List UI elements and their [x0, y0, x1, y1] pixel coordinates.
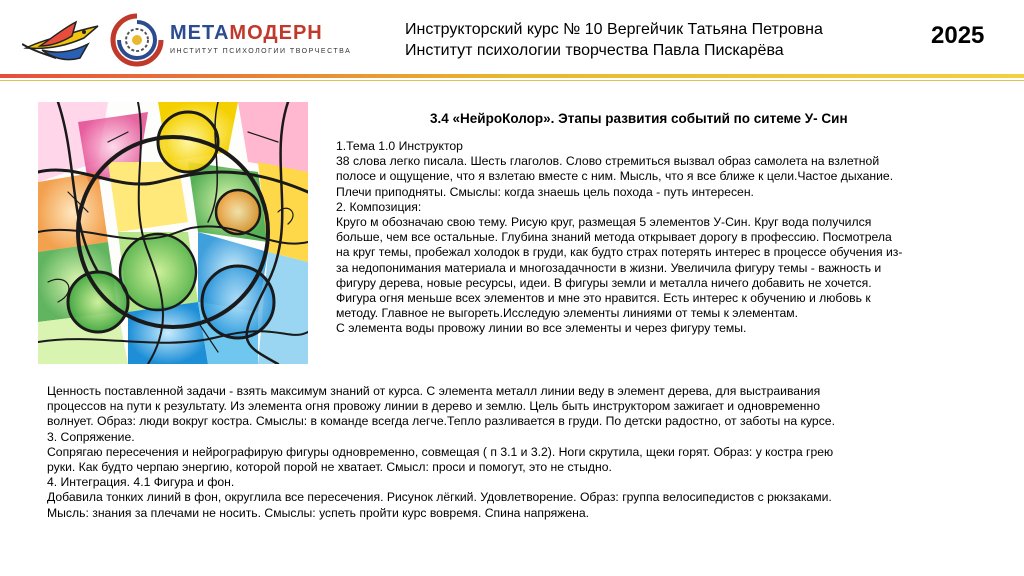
text-line: 1.Тема 1.0 Инструктор	[336, 139, 463, 153]
course-line: Инструкторский курс № 10 Вергейчик Татьяна Петровна	[405, 21, 823, 38]
metamodern-emblem-icon	[108, 10, 166, 70]
text-line: Фигура огня меньше всех элементов и мне это нравится. Есть интерес к обучению и любовь к	[336, 291, 871, 306]
text-line: Добавила тонких линий в фон, округлила все пересечения. Рисунок лёгкий. Удовлетворение. Образ: группа велосипедистов с рюкзаками.	[47, 490, 832, 505]
lower-text-block	[47, 384, 1007, 521]
text-line: 38 слова легко писала. Шесть глаголов. Слово стремиться вызвал образ самолета на взлетной	[336, 154, 880, 169]
text-line: на круг темы, пробежал холодок в груди, как будто страх потерять интерес в процессе обучения из-	[336, 245, 903, 260]
text-line: полосе и ощущение, что я взлетаю вместе с ним. Мысль, что я все ближе к цели.Частое дыхание.	[336, 169, 894, 184]
bird-logo-icon	[22, 14, 102, 70]
header-divider-thin	[0, 80, 1024, 81]
text-line: Круго м обозначаю свою тему. Рисую круг, размещая 5 элементов У-Син. Круг вода получился	[336, 215, 872, 230]
brand-name	[170, 22, 351, 45]
section-title: 3.4 «НейроКолор». Этапы развития событий по ситеме У- Син	[430, 111, 848, 126]
text-line: фигуру дерева, новые ресурсы, идеи. В фигуры земли и металла ничего добавить не хочется.	[336, 275, 872, 290]
text-line: больше, чем все остальные. Глубина знаний метода открывает дорогу в профессию. Посмотрела	[336, 230, 892, 245]
brand-name-part-a: МЕТА	[170, 22, 230, 44]
text-line: 4. Интеграция. 4.1 Фигура и фон.	[47, 475, 235, 490]
text-line: С элемента воды провожу линии во все элементы и через фигуру темы.	[336, 321, 747, 336]
text-line: Плечи приподняты. Смыслы: когда знаешь цель похода - путь интересен.	[336, 184, 754, 199]
institute-line: Институт психологии творчества Павла Пискарёва	[405, 42, 784, 59]
year-label: 2025	[931, 22, 985, 49]
text-line: 2. Композиция:	[336, 199, 422, 214]
neurographic-artwork	[38, 102, 308, 364]
upper-text-block	[336, 139, 1006, 337]
brand-subtitle: ИНСТИТУТ ПСИХОЛОГИИ ТВОРЧЕСТВА	[170, 48, 352, 55]
text-line: Сопрягаю пересечения и нейрографирую фигуры одновременно, совмещая ( п 3.1 и 3.2). Ноги скрутила, щеки горят. Образ: у костра грею	[47, 444, 834, 459]
text-line: процессов на пути к результату. Из элемента огня провожу линии в дерево и землю. Цель быть инструктором зажигает и одновременно	[47, 399, 821, 414]
text-line: Ценность поставленной задачи - взять максимум знаний от курса. С элемента металл линии веду в элемент дерева, для выстраивания	[47, 384, 821, 398]
text-line: методу. Главное не выгореть.Исследую элементы линиями от темы к элементам.	[336, 306, 799, 321]
header-text	[405, 19, 823, 61]
brand	[170, 22, 351, 55]
header-divider	[0, 74, 1024, 78]
text-line: за недопонимания материала и многозадачности в жизни. Увеличила фигуру темы - важность и	[336, 260, 882, 275]
brand-name-part-b: МОДЕРН	[229, 22, 323, 44]
text-line: 3. Сопряжение.	[47, 429, 135, 444]
text-line: руки. Как будто черпаю энергию, которой порой не хватает. Смысл: проси и помогут, это не стыдно.	[47, 460, 612, 475]
text-line: Мысль: знания за плечами не носить. Смыслы: успеть пройти курс вовремя. Спина напряжена.	[47, 505, 590, 520]
text-line: волнует. Образ: люди вокруг костра. Смыслы: в команде всегда легче.Тепло разливается в груди. По детски радостно, от заботы на курсе.	[47, 414, 835, 429]
